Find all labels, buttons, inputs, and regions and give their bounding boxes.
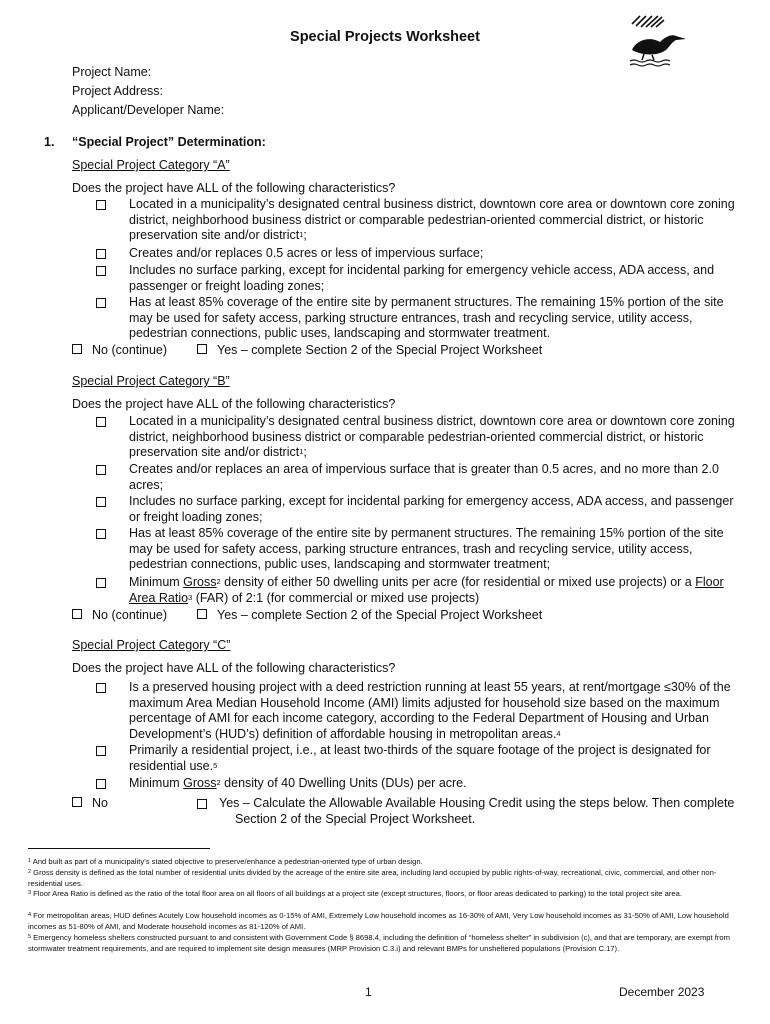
- footnote-2: $^2$ Gross density is defined as the total number of residential units divided by the acreage of the entire site area, including land occupied by public rights-of-way, recreational, civic, commercial, and other non-residential uses.: [28, 868, 717, 888]
- category-b-no-option[interactable]: No (continue): [72, 608, 167, 624]
- category-c-heading: Special Project Category “C”: [72, 638, 231, 652]
- footnote-divider: [28, 848, 210, 849]
- checkbox[interactable]: [96, 298, 106, 308]
- footnote-5: $^5$ Emergency homeless shelters constructed pursuant to and consistent with Government Code § 8698.4, including the definition of “homeless shelter” in subdivision (c), and that are temporary, are exempt from stormwater treatment requirements, and are required to implement site design measures (MRP Provision C.3.i) and relevant BMPs for unsheltered populations (Provision C.17).: [28, 933, 730, 953]
- category-b-item-5: Minimum Gross$^2$ density of either 50 dwelling units per acre (for residential or mixed use projects) or a Floor Area Ratio$^3$ (FAR) of 2:1 (for commercial or mixed use projects): [96, 575, 736, 606]
- checkbox[interactable]: [96, 417, 106, 427]
- footer-date: December 2023: [619, 985, 705, 999]
- category-b-item-4: Has at least 85% coverage of the entire site by permanent structures. The remaining 15% portion of the site may be used for safety access, parking structure entrances, trash and recycling service, utility access, pedestrian connections, public uses, landscaping and stormwater treatment;: [96, 526, 736, 573]
- project-name-label: Project Name:: [72, 65, 152, 79]
- checkbox[interactable]: [96, 465, 106, 475]
- checkbox[interactable]: [96, 529, 106, 539]
- category-a-heading: Special Project Category “A”: [72, 158, 230, 172]
- footnote-3: $^3$ Floor Area Ratio is defined as the ratio of the total floor area on all floors of all buildings at a project site (except structures, floors, or floor areas dedicated to parking) to the total project site area.: [28, 889, 682, 898]
- category-a-yes-option[interactable]: Yes – complete Section 2 of the Special Project Worksheet: [197, 343, 542, 359]
- checkbox[interactable]: [96, 266, 106, 276]
- checkbox[interactable]: [72, 609, 82, 619]
- category-c-question: Does the project have ALL of the following characteristics?: [72, 661, 396, 675]
- checkbox[interactable]: [96, 746, 106, 756]
- checkbox[interactable]: [72, 797, 82, 807]
- checkbox[interactable]: [96, 578, 106, 588]
- section-1-heading: [44, 135, 266, 149]
- project-address-label: Project Address:: [72, 84, 164, 98]
- checkbox[interactable]: [96, 200, 106, 210]
- category-a-no-option[interactable]: No (continue): [72, 343, 167, 359]
- section-number: 1.: [44, 135, 55, 149]
- footnote-4: $^4$ For metropolitan areas, HUD defines Acutely Low household incomes as 0-15% of AMI, Extremely Low household incomes as 16-30% of AMI, Very Low household incomes as 31-50% of AMI, Low household incomes as 51-80% of AMI, and Moderate household incomes as 81-120% of AMI.: [28, 911, 729, 931]
- page-number: 1: [365, 985, 372, 999]
- checkbox[interactable]: [96, 249, 106, 259]
- category-a-item-1: Located in a municipality’s designated central business district, downtown core area or downtown core zoning district, neighborhood business district or comparable pedestrian-oriented commercial district, or historic preservation site and/or district$^1$;: [96, 197, 736, 244]
- checkbox[interactable]: [197, 609, 207, 619]
- category-c-item-3: Minimum Gross$^2$ density of 40 Dwelling Units (DUs) per acre.: [96, 776, 736, 792]
- category-b-yes-option[interactable]: Yes – complete Section 2 of the Special Project Worksheet: [197, 608, 542, 624]
- category-c-yes-option[interactable]: Yes – Calculate the Allowable Available Housing Credit using the steps below. Then complete Section 2 of the Special Project Worksheet.: [197, 796, 742, 827]
- category-b-item-2: Creates and/or replaces an area of impervious surface that is greater than 0.5 acres, and no more than 2.0 acres;: [96, 462, 736, 493]
- checkbox[interactable]: [96, 497, 106, 507]
- category-c-item-1: Is a preserved housing project with a deed restriction running at least 55 years, at rent/mortgage ≤30% of the maximum Area Median Household Income (AMI) limits adjusted for household size based on the maximum percentage of AMI for each income category, according to the Federal Department of Housing and Urban Development’s (HUD’s) definition of affordable housing in metropolitan areas.$^4$: [96, 680, 736, 742]
- category-c-no-option[interactable]: No: [72, 796, 108, 812]
- checkbox[interactable]: [197, 799, 207, 809]
- category-a-item-3: Includes no surface parking, except for incidental parking for emergency vehicle access, ADA access, and passenger or freight loading zones;: [96, 263, 736, 294]
- checkbox[interactable]: [197, 344, 207, 354]
- category-a-question: Does the project have ALL of the following characteristics?: [72, 181, 396, 195]
- category-a-item-2: Creates and/or replaces 0.5 acres or less of impervious surface;: [96, 246, 736, 262]
- project-info: [72, 63, 224, 120]
- category-c-item-2: Primarily a residential project, i.e., at least two-thirds of the square footage of the project is designated for residential use.$^5$: [96, 743, 736, 774]
- section-title: “Special Project” Determination:: [72, 135, 266, 149]
- page-title: Special Projects Worksheet: [290, 29, 480, 45]
- category-b-item-1: Located in a municipality’s designated central business district, downtown core area or downtown core zoning district, neighborhood business district or comparable pedestrian-oriented commercial district, or historic preservation site and/or district$^1$;: [96, 414, 736, 461]
- footnote-1: $^1$ And built as part of a municipality’s stated objective to preserve/enhance a pedestrian-oriented type of urban design.: [28, 857, 423, 866]
- category-b-question: Does the project have ALL of the following characteristics?: [72, 397, 396, 411]
- checkbox[interactable]: [96, 779, 106, 789]
- category-a-item-4: Has at least 85% coverage of the entire site by permanent structures. The remaining 15% portion of the site may be used for safety access, parking structure entrances, trash and recycling service, utility access, pedestrian connections, public uses, landscaping and stormwater treatment.: [96, 295, 736, 342]
- checkbox[interactable]: [72, 344, 82, 354]
- category-b-heading: Special Project Category “B”: [72, 374, 230, 388]
- category-b-item-3: Includes no surface parking, except for incidental parking for emergency access, ADA access, and passenger or freight loading zones;: [96, 494, 736, 525]
- checkbox[interactable]: [96, 683, 106, 693]
- applicant-label: Applicant/Developer Name:: [72, 103, 225, 117]
